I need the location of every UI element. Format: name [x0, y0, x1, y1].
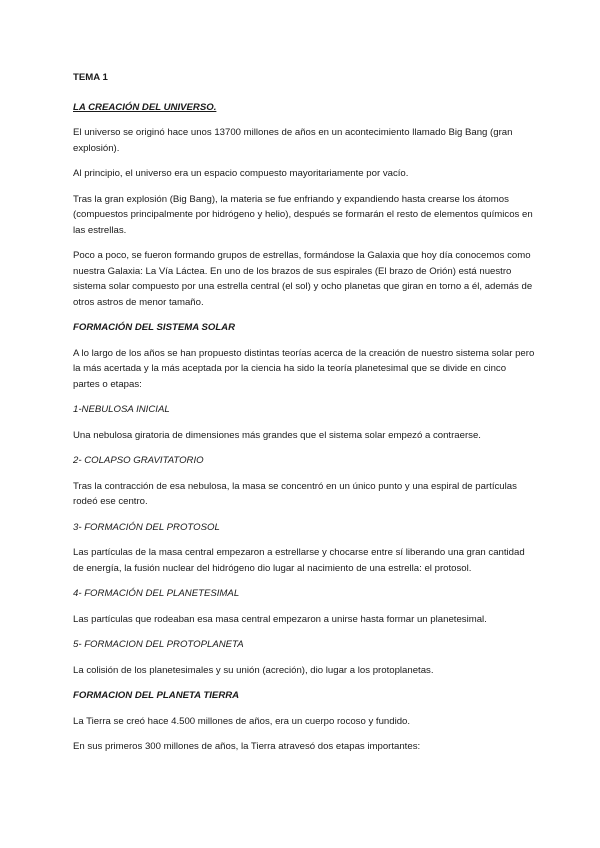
- document-content: [73, 70, 535, 765]
- paragraph: Una nebulosa giratoria de dimensiones más grandes que el sistema solar empezó a contraerse.: [73, 429, 481, 441]
- subsection-heading: 2- COLAPSO GRAVITATORIO: [73, 455, 204, 466]
- paragraph: Las partículas que rodeaban esa masa central empezaron a unirse hasta formar un planetesimal.: [73, 613, 487, 625]
- subsection-heading: 3- FORMACIÓN DEL PROTOSOL: [73, 521, 220, 533]
- document-title: TEMA 1: [73, 72, 108, 83]
- paragraph: Tras la contracción de esa nebulosa, la masa se concentró en un único punto y una espiral de partículas rodeó ese centro.: [73, 480, 517, 507]
- paragraph: Las partículas de la masa central empezaron a estrellarse y chocarse entre sí liberando una gran cantidad de energía, la fusión nuclear del hidrógeno dio lugar al nacimiento de una estrella: el protosol.: [73, 547, 525, 574]
- section-heading: LA CREACIÓN DEL UNIVERSO.: [73, 101, 217, 113]
- paragraph: Poco a poco, se fueron formando grupos de estrellas, formándose la Galaxia que hoy día conocemos como nuestra Galaxia: La Vía Láctea. En uno de los brazos de sus espirales (El brazo de Orión) está nuestro sistema solar compuesto por una estrella central (el sol) y ocho planetas que giran en torno a él, además de otros astros de menor tamaño.: [73, 250, 533, 308]
- paragraph: Al principio, el universo era un espacio compuesto mayoritariamente por vacío.: [73, 168, 409, 179]
- section-heading: FORMACIÓN DEL SISTEMA SOLAR: [73, 322, 236, 333]
- subsection-heading: 1-NEBULOSA INICIAL: [73, 404, 170, 415]
- paragraph: El universo se originó hace unos 13700 millones de años en un acontecimiento llamado Big Bang (gran explosión).: [73, 127, 513, 154]
- paragraph: En sus primeros 300 millones de años, la Tierra atravesó dos etapas importantes:: [73, 741, 421, 752]
- paragraph: La Tierra se creó hace 4.500 millones de años, era un cuerpo rocoso y fundido.: [73, 715, 411, 727]
- subsection-heading: 5- FORMACION DEL PROTOPLANETA: [73, 639, 244, 650]
- paragraph: La colisión de los planetesimales y su unión (acreción), dio lugar a los protoplanetas.: [73, 664, 434, 676]
- paragraph: A lo largo de los años se han propuesto distintas teorías acerca de la creación de nuestro sistema solar pero la más acertada y la más aceptada por la ciencia ha sido la teoría planetesimal que se divide en cinco partes o etapas:: [73, 347, 535, 390]
- subsection-heading: 4- FORMACIÓN DEL PLANETESIMAL: [73, 588, 240, 599]
- document-body: [73, 100, 535, 755]
- paragraph: Tras la gran explosión (Big Bang), la materia se fue enfriando y expandiendo hasta crearse los átomos (compuestos principalmente por hidrógeno y helio), después se formarán el resto de elementos químicos en las estrellas.: [73, 193, 533, 236]
- section-heading: FORMACION DEL PLANETA TIERRA: [73, 690, 240, 701]
